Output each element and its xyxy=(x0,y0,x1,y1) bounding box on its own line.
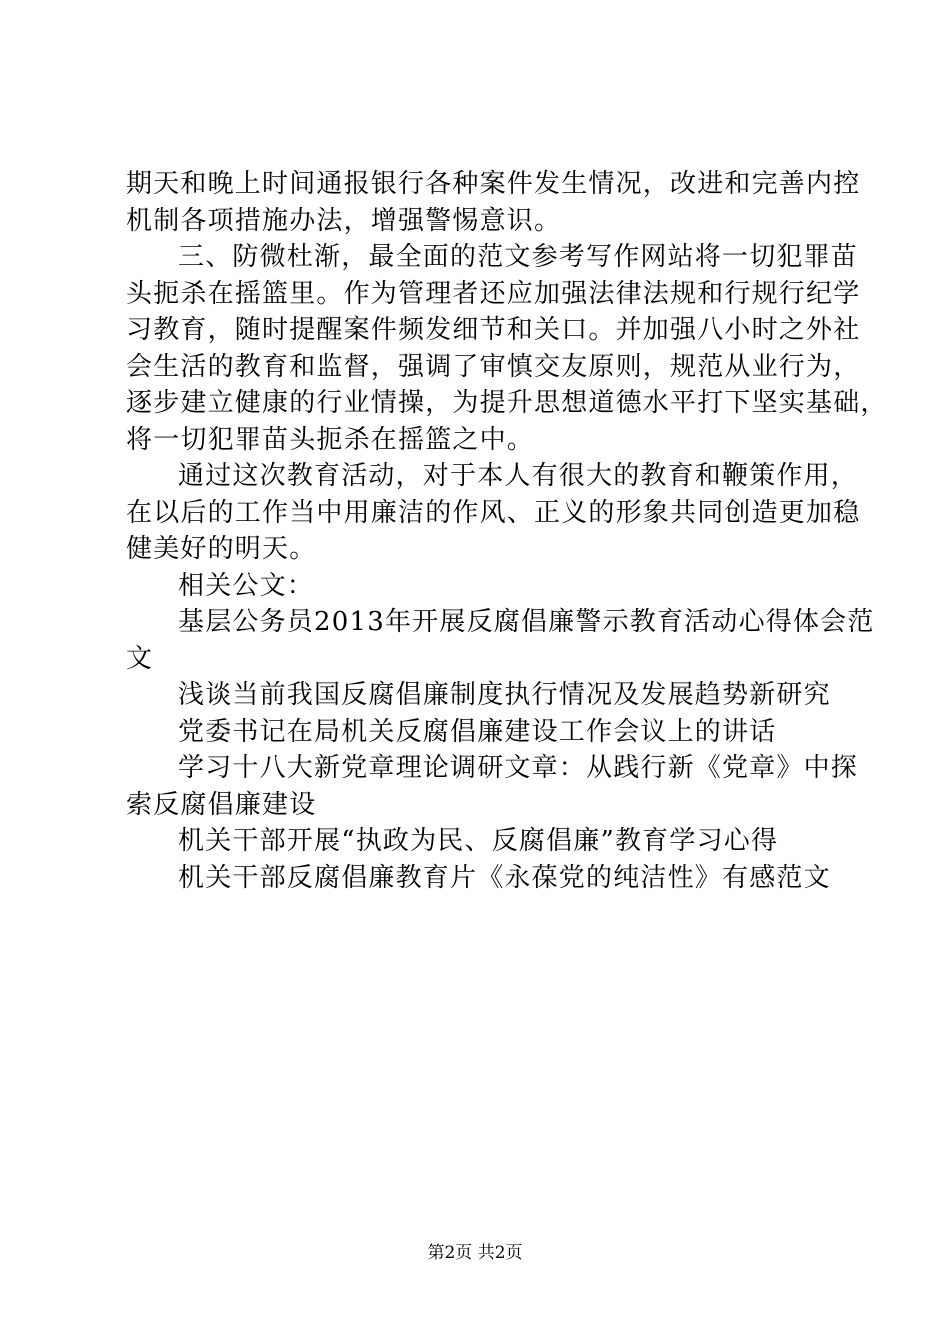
text-line: 期天和晚上时间通报银行各种案件发生情况，改进和完善内控 xyxy=(126,169,861,199)
related-doc-link[interactable]: 机关干部开展“执政为民、反腐倡廉”教育学习心得 xyxy=(178,826,779,856)
text-line: 逐步建立健康的行业情操，为提升思想道德水平打下坚实基础， xyxy=(126,388,888,418)
text-line: 机制各项措施办法，增强警惕意识。 xyxy=(126,205,562,236)
related-doc-link[interactable]: 基层公务员2013年开展反腐倡廉警示教育活动心得体会范 xyxy=(178,607,875,637)
text-line: 三、防微杜渐，最全面的范文参考写作网站将一切犯罪苗 xyxy=(178,242,859,272)
text-line: 习教育，随时提醒案件频发细节和关口。并加强八小时之外社 xyxy=(126,315,861,345)
text-line: 头扼杀在摇篮里。作为管理者还应加强法律法规和行规行纪学 xyxy=(126,278,861,309)
related-doc-link-continued[interactable]: 索反腐倡廉建设 xyxy=(126,789,317,820)
text-line: 在以后的工作当中用廉洁的作风、正义的形象共同创造更加稳 xyxy=(126,497,861,528)
related-docs-heading: 相关公文： xyxy=(178,570,315,601)
related-doc-link[interactable]: 党委书记在局机关反腐倡廉建设工作会议上的讲话 xyxy=(178,716,777,747)
related-doc-link[interactable]: 浅谈当前我国反腐倡廉制度执行情况及发展趋势新研究 xyxy=(178,680,831,710)
related-doc-link[interactable]: 学习十八大新党章理论调研文章：从践行新《党章》中探 xyxy=(178,753,859,783)
page-number-footer: 第2页 共2页 xyxy=(427,1243,523,1263)
related-doc-link[interactable]: 机关干部反腐倡廉教育片《永葆党的纯洁性》有感范文 xyxy=(178,862,831,893)
text-line: 通过这次教育活动，对于本人有很大的教育和鞭策作用， xyxy=(178,461,859,491)
text-line: 将一切犯罪苗头扼杀在摇篮之中。 xyxy=(126,424,535,455)
text-line: 健美好的明天。 xyxy=(126,534,317,564)
document-body xyxy=(126,166,888,896)
text-line: 会生活的教育和监督，强调了审慎交友原则，规范从业行为， xyxy=(126,351,861,382)
related-doc-link-continued[interactable]: 文 xyxy=(126,643,154,674)
